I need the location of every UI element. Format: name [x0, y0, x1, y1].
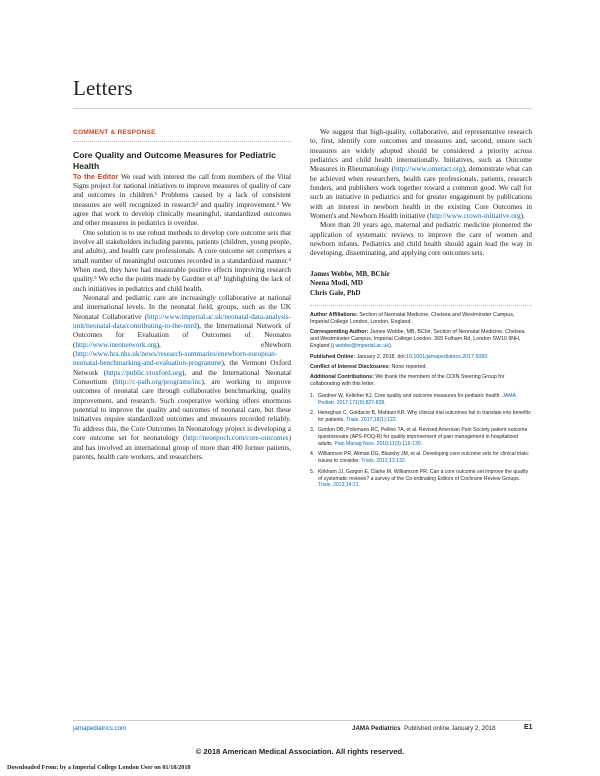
reference-item: 5. Kirkham JJ, Gargon E, Clarke M, Williamson PR. Can a core outcome set improve the quality of systematic reviews? a survey of the Co-ordinating Editors of Cochrane Review Groups. Trials. 2013;14:21. — [310, 468, 529, 489]
right-column — [310, 128, 532, 493]
reference-item: 2. Heneghan C, Goldacre B, Mahtani KR. Why clinical trial outcomes fail to translate into benefits for patients. Trials. 2017;18(1):122. — [310, 410, 531, 423]
journal-info: JAMA Pediatrics Published online January 2, 2018 — [352, 725, 496, 732]
reference-item: 3. Gordon DB, Polomano RC, Pellino TA, et al. Revised American Pain Society patient outcome questionnaire (APS-POQ-R) for quality improvement of pain management in hospitalized adults. Pain Manag Nurs. 2010;11(3):116-130. — [310, 427, 528, 448]
section-label: COMMENT & RESPONSE — [73, 129, 156, 136]
paragraph-1: To the Editor We read with interest the call from members of the Vital Signs project for national initiatives to improve measures of quality of care and outcomes in children.¹ Problems caused by a lack of consistent measures are well recognized in research² and quality improvement.³ We agree that work to develop clinically meaningful, standardized outcomes and other measures in pediatrics is overdue. — [73, 171, 291, 228]
paragraph-2: One solution is to use robust methods to develop core outcome sets that involve all stakeholders including parents, patients (children, young people, and adults), and health care professionals. A core outcome set comprises a small number of meaningful outcomes recorded in a standardized manner.⁴ When used, they have had measurable positive effects improving research quality.⁵ We echo the points made by Gardner et al¹ highlighting the lack of such initiatives in pediatrics and child health. — [73, 228, 291, 293]
left-column — [73, 128, 291, 462]
reference-link[interactable]: Pain Manag Nurs. 2010;11(3):116-130. — [334, 441, 423, 448]
link-inc[interactable]: http://c-path.org/programs/inc — [115, 378, 202, 387]
page-title: Letters — [73, 76, 133, 100]
section-divider — [73, 141, 291, 142]
conflict-disclosures: Conflict of Interest Disclosures: None reported. — [310, 363, 427, 370]
reference-link[interactable]: Trials. 2013;14:21. — [318, 482, 361, 489]
email-link[interactable]: j.webbe@imperial.ac.uk — [332, 343, 389, 350]
link-coin[interactable]: http://neoepoch.com/core-outcomes — [185, 434, 289, 443]
author-name: Neena Modi, MD — [310, 279, 363, 288]
author-name: Chris Gale, PhD — [310, 288, 361, 297]
lead-in: To the Editor — [73, 171, 119, 181]
author-name: James Webbe, MB, BChir — [310, 269, 390, 278]
link-crown[interactable]: http://www.crown-initiative.org — [429, 212, 521, 221]
published-online: Published Online: January 2, 2018. doi:10.1001/jamapediatrics.2017.5050 — [310, 353, 488, 360]
doi-link[interactable]: 10.1001/jamapediatrics.2017.5050 — [406, 353, 488, 360]
additional-contributions: Additional Contributions: We thank the members of the COIN Steering Group for collaborating with this letter. — [310, 373, 505, 387]
title-divider — [73, 108, 532, 109]
paragraph-4: We suggest that high-quality, collaborative, and representative research to, first, identify core outcomes and measures and, second, ensure such measures are widely adopted should be considered a priority across pediatrics and child health internationally. Initiatives, such as Outcome Measures in Rheumatology (http://www.omeract.org), demonstrate what can be achieved when researchers, health care professionals, patients, research funders, and publishers work together toward a common good. We call for such an initiative in pediatrics and for greater engagement by publications with an interest in newborn health in the existing Core Outcomes in Women's and Newborn Health initiative (http://www.crown-initiative.org). — [310, 128, 532, 221]
reference-list — [310, 393, 532, 489]
link-ukneonatal[interactable]: http://www.imperial.ac.uk/neonatal-data-analysis-unit/neonatal-data/contributing-to-the-nnrd — [73, 312, 291, 331]
article-title: Core Quality and Outcome Measures for Pediatric Health — [73, 150, 276, 171]
link-ineo[interactable]: http://www.ineonetwork.org — [75, 340, 157, 349]
author-affiliations: Author Affiliations: Section of Neonatal Medicine, Chelsea and Westminster Campus, Imperial College London, London, England. — [310, 312, 515, 326]
footer-divider — [73, 720, 532, 721]
link-omeract[interactable]: http://www.omeract.org — [394, 165, 463, 174]
link-enewborn[interactable]: http://www.hra.nhs.uk/news/research-summaries/enewborn-european-neonatal-benchmarking-and-evaluation-programme — [73, 350, 278, 368]
link-vermont-oxford[interactable]: https://public.vtoxford.org — [106, 368, 183, 377]
paragraph-3: Neonatal and pediatric care are increasingly collaborative at national and international levels. In the neonatal field, groups, such as the UK Neonatal Collaborative (http://www.imperial.ac.uk/neonatal-data-analysis-unit/neonatal-data/contributing-to-the-nnrd), the International Network of Outcomes for Evaluation of Outcomes of Neonates (http://www.ineonetwork.org), eNewborn (http://www.hra.nhs.uk/news/research-summaries/enewborn-european-neonatal-benchmarking-and-evaluation-programme), the Vermont Oxford Network (https://public.vtoxford.org), and the International Neonatal Consortium (http://c-path.org/programs/inc), are working to improve outcomes of neonatal care through collaborative benchmarking, quality improvement, and research. Such cooperative working offers enormous potential to improve the quality and outcomes of neonatal care, but these initiatives require standardized outcomes and measures recorded reliably. To address this, the Core Outcomes In Neonatology project is developing a core outcome set for neonatology (http://neoepoch.com/core-outcomes) and has involved an international group of more than 400 former patients, parents, health care workers, and researchers. — [73, 294, 292, 461]
corresponding-author: Corresponding Author: James Webbe, MB, BChir, Section of Neonatal Medicine, Chelsea and Westminster Campus, Imperial College London, 369 Fulham Rd, London SW10 9NH, England (j.webbe@imperial.ac.uk). — [310, 329, 525, 350]
copyright-notice: © 2018 American Medical Association. All rights reserved. — [195, 747, 405, 756]
reference-link[interactable]: Trials. 2017;18(1):122. — [345, 416, 398, 423]
reference-link[interactable]: Trials. 2012;13:132. — [361, 458, 407, 465]
download-stamp: Downloaded From: by a Imperial College London User on 01/18/2018 — [7, 764, 191, 771]
paragraph-5: More than 20 years ago, maternal and pediatric medicine pioneered the application of systematic reviews to improve the care of women and newborn infants. Pediatrics and child health should again lead the way in developing, disseminating, and applying core outcomes sets. — [310, 221, 532, 258]
reference-item: 1. Gardner W, Kelleher KJ. Core quality and outcome measures for pediatric health. JAMA Pediatr. 2017;171(9):827-828. — [310, 392, 516, 406]
author-list — [310, 270, 532, 298]
page-number: E1 — [524, 724, 533, 731]
reference-link[interactable]: JAMA Pediatr. 2017;171(9):827-828. — [318, 392, 516, 406]
reference-item: 4. Williamson PR, Altman DG, Blazeby JM, et al. Developing core outcome sets for clinical trials: issues to consider. Trials. 2012;13:132. — [310, 451, 530, 465]
info-divider — [310, 305, 532, 306]
site-link[interactable]: jamapediatrics.com — [73, 725, 127, 732]
